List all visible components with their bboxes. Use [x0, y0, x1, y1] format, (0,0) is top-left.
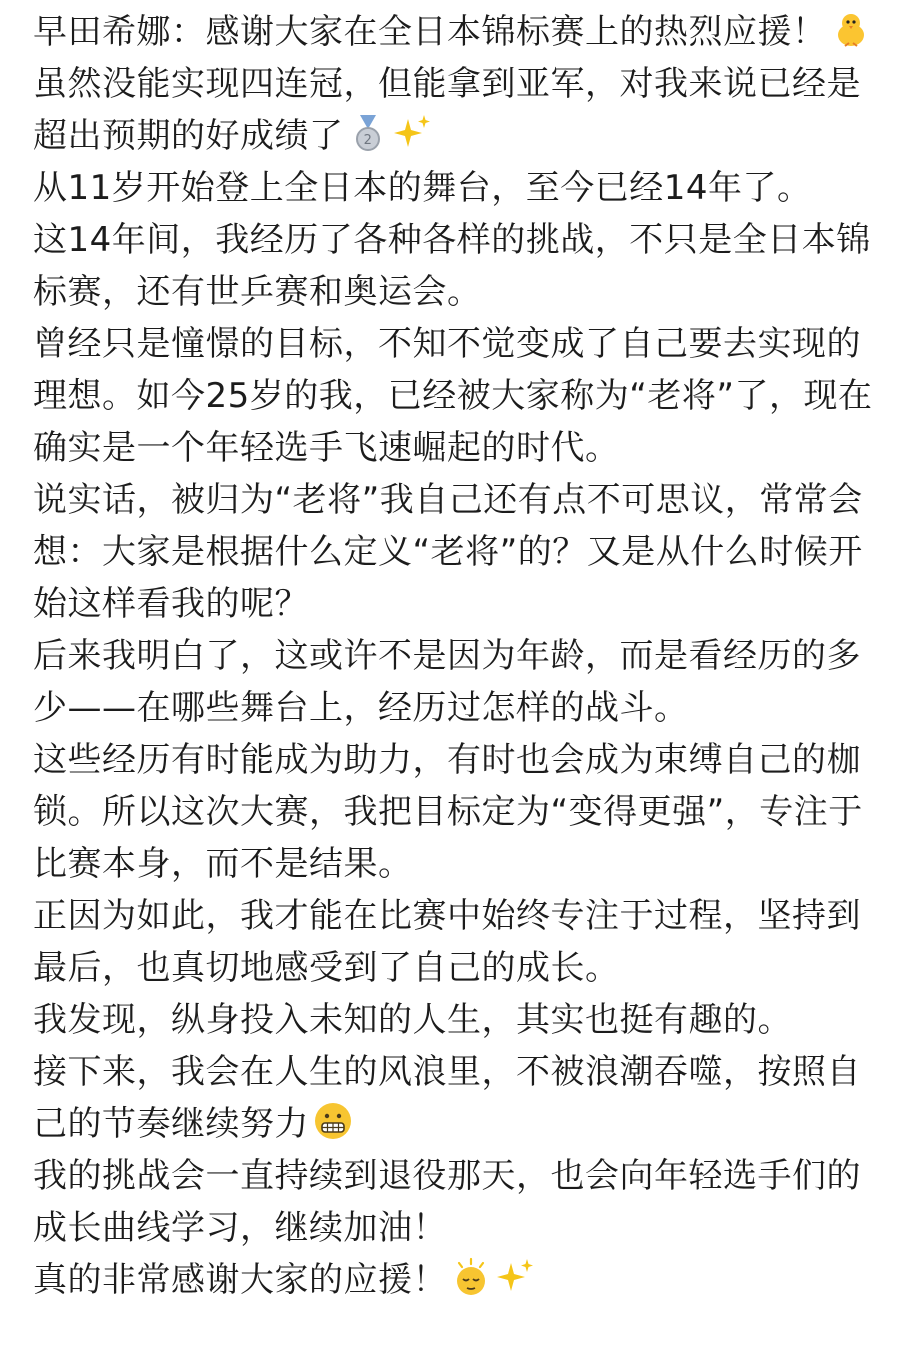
paragraph-text: 我的挑战会一直持续到退役那天，也会向年轻选手们的成长曲线学习，继续加油！ [33, 1156, 861, 1248]
paragraph-text: 早田希娜：感谢大家在全日本锦标赛上的热烈应援！ [33, 12, 827, 52]
paragraph-text: 后来我明白了，这或许不是因为年龄，而是看经历的多少——在哪些舞台上，经历过怎样的战斗。 [33, 636, 861, 728]
paragraph-text: 这些经历有时能成为助力，有时也会成为束缚自己的枷锁。所以这次大赛，我把目标定为“变得更强”，专注于比赛本身，而不是结果。 [33, 740, 863, 884]
paragraph-8 [33, 734, 893, 890]
svg-text:2: 2 [363, 133, 372, 148]
paragraph-13 [33, 1254, 893, 1306]
silver-medal-icon [348, 113, 388, 153]
chick-emoji-icon [831, 9, 871, 49]
paragraph-10 [33, 994, 893, 1046]
sparkles-icon [392, 113, 432, 153]
sparkles-icon [495, 1257, 535, 1297]
paragraph-text: 从11岁开始登上全日本的舞台，至今已经14年了。 [33, 168, 812, 208]
paragraph-5 [33, 318, 893, 474]
paragraph-1 [33, 6, 893, 58]
paragraph-text: 正因为如此，我才能在比赛中始终专注于过程，坚持到最后，也真切地感受到了自己的成长。 [33, 896, 861, 988]
paragraph-text: 接下来，我会在人生的风浪里，不被浪潮吞噬，按照自己的节奏继续努力 [33, 1052, 861, 1144]
paragraph-2 [33, 58, 893, 162]
paragraph-text: 曾经只是憧憬的目标，不知不觉变成了自己要去实现的理想。如今25岁的我，已经被大家称为“老将”了，现在确实是一个年轻选手飞速崛起的时代。 [33, 324, 873, 468]
post-body [33, 6, 893, 1306]
paragraph-text: 说实话，被归为“老将”我自己还有点不可思议，常常会想：大家是根据什么定义“老将”的？又是从什么时候开始这样看我的呢？ [33, 480, 863, 624]
grimace-icon [313, 1101, 353, 1141]
paragraph-7 [33, 630, 893, 734]
paragraph-text: 虽然没能实现四连冠，但能拿到亚军，对我来说已经是超出预期的好成绩了 [33, 64, 861, 156]
sunny-face-icon [451, 1257, 491, 1297]
paragraph-9 [33, 890, 893, 994]
paragraph-6 [33, 474, 893, 630]
paragraph-text: 真的非常感谢大家的应援！ [33, 1260, 447, 1300]
paragraph-4 [33, 214, 893, 318]
paragraph-11 [33, 1046, 893, 1150]
paragraph-text: 我发现，纵身投入未知的人生，其实也挺有趣的。 [33, 1000, 792, 1040]
paragraph-3 [33, 162, 893, 214]
paragraph-text: 这14年间，我经历了各种各样的挑战，不只是全日本锦标赛，还有世乒赛和奥运会。 [33, 220, 871, 312]
paragraph-12 [33, 1150, 893, 1254]
